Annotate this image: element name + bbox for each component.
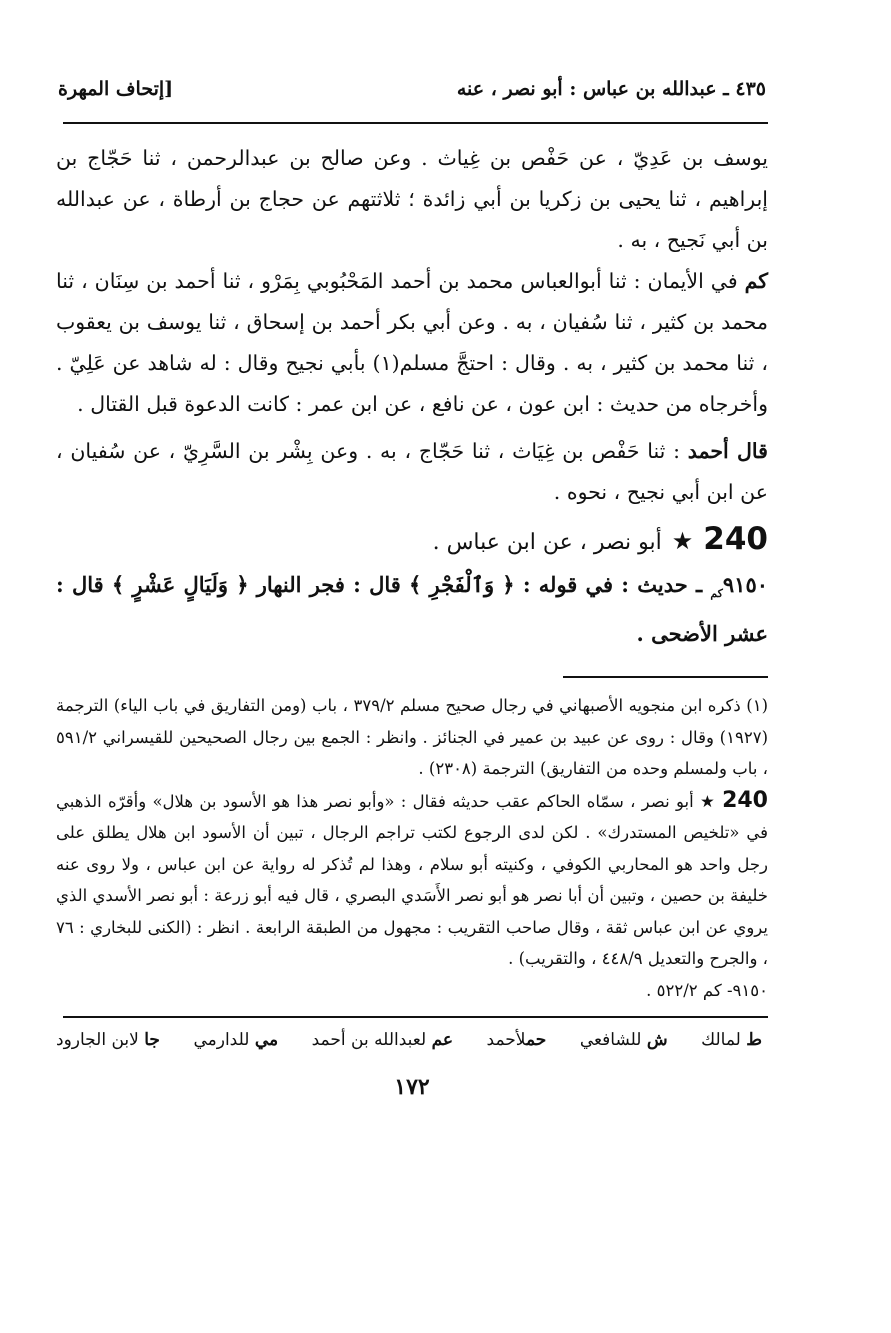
abbr-item [193,1030,278,1050]
hadith-text: ـ حديث : في قوله : ﴿ وَٱلْفَجْرِ ﴾ قال : فجر النهار ﴿ وَلَيَالٍ عَشْرٍ ﴾ قال : عشر الأضحى . [56,572,768,647]
paragraph-2-text: في الأيمان : ثنا أبوالعباس محمد بن أحمد المَحْبُوبي بِمَرْو ، ثنا أحمد بن سِنَان ، ثنا محمد بن كثير ، ثنا سُفيان ، به . وعن أبي بكر أحمد بن إسحاق ، ثنا يوسف بن يعقوب ، ثنا محمد بن كثير ، به . وقال : احتجَّ مسلم(١) بأبي نجيح وقال : له شاهد عن عَلِيّ . وأخرجاه من حديث : ابن عون ، عن نافع ، عن ابن عمر : كانت الدعوة قبل القتال . [56,269,768,416]
abbr-name: للدارمي [193,1030,250,1051]
source-code-kam: كم [744,269,768,293]
entry-heading [56,519,768,563]
abbr-item [312,1030,453,1050]
abbr-code: مي [254,1030,279,1051]
hadith-entry [56,565,768,654]
abbr-name: لابن الجارود [56,1030,139,1051]
star-icon: ★ [699,791,716,811]
abbr-name: لأحمد [486,1030,526,1051]
abbreviations-rule [63,1016,768,1018]
header-title: ٤٣٥ ـ عبدالله بن عباس : أبو نصر ، عنه [456,78,766,100]
entry-number: 240 [703,521,768,557]
paragraph-1: يوسف بن عَدِيّ ، عن حَفْص بن غِياث . وعن صالح بن عبدالرحمن ، ثنا حَجّاج بن إبراهيم ، ثنا يحيى بن زكريا بن أبي زائدة ؛ ثلاثتهم عن حجاج بن أرطاة ، عن عبدالله بن أبي نَجيح ، به . [56,146,768,252]
paragraph-2 [56,261,768,425]
header-book-name: [إتحاف المهرة [58,78,174,100]
footnotes [56,690,768,1006]
abbr-code: ط [746,1030,762,1051]
paragraph-3 [56,431,768,513]
running-header [56,78,768,108]
abbr-code: ش [646,1030,668,1051]
entry-title: أبو نصر ، عن ابن عباس . [432,530,662,555]
abbr-code: جا [144,1030,160,1051]
footnote-2-number: 240 [722,787,768,813]
star-icon: ★ [671,527,694,555]
abbr-code: عم [431,1030,454,1051]
abbr-name: لعبدالله بن أحمد [311,1030,427,1051]
hadith-number: ٩١٥٠ [722,572,769,597]
abbr-item [580,1030,668,1050]
book-page [56,78,768,1100]
header-rule [63,122,768,124]
page-number: ١٧٢ [394,1074,430,1101]
abbr-name: لمالك [701,1030,741,1051]
hadith-source-tag: كم [710,587,723,601]
footnote-2 [56,785,768,975]
abbreviations-key [56,1030,768,1050]
abbr-item [701,1030,762,1050]
footnote-rule [563,676,768,678]
source-code-ahmad: قال أحمد [687,439,768,463]
abbr-code: حم [525,1030,547,1051]
abbr-item [487,1030,547,1050]
paragraph-3-text: : ثنا حَفْص بن غِيَاث ، ثنا حَجّاج ، به . وعن بِشْر بن السَّرِيّ ، عن سُفيان ، عن ابن أبي نجيح ، نحوه . [56,439,768,504]
footnote-3: ٩١٥٠- كم ٥٢٢/٢ . [646,980,768,1000]
footnote-1: (١) ذكره ابن منجويه الأصبهاني في رجال صحيح مسلم ٣٧٩/٢ ، باب (ومن التفاريق في باب الياء) الترجمة (١٩٢٧) وقال : روى عن عبيد بن عمير في الجنائز . وانظر : الجمع بين رجال الصحيحين للقيسراني ٥٩١/٢ ، باب ولمسلم وحده من التفاريق) الترجمة (٢٣٠٨) . [56,696,768,779]
main-text [56,138,768,654]
abbr-name: للشافعي [579,1030,642,1051]
footnote-2-text: أبو نصر ، سمّاه الحاكم عقب حديثه فقال : «وأبو نصر هذا هو الأسود بن هلال» وأقرّه الذهبي في «تلخيص المستدرك» . لكن لدى الرجوع لكتب تراجم الرجال ، تبين أن الأسود ابن هلال يطلق على رجل واحد هو المحاربي الكوفي ، وكنيته أبو سلام ، وهذا لم تُذكر له رواية عن ابن عباس ، ولا روى عنه خليفة بن حصين ، وتبين أن أبا نصر هو أبو نصر الأَسَدي البصري ، قال فيه أبو زرعة : أبو نصر الأسدي الذي يروي عن ابن عباس ثقة ، وقال صاحب التقريب : مجهول من الطبقة الرابعة . انظر : (الكنى للبخاري : ٧٦ ، والجرح والتعديل ٤٤٨/٩ ، والتقريب) . [56,791,768,969]
abbr-item [56,1030,160,1050]
